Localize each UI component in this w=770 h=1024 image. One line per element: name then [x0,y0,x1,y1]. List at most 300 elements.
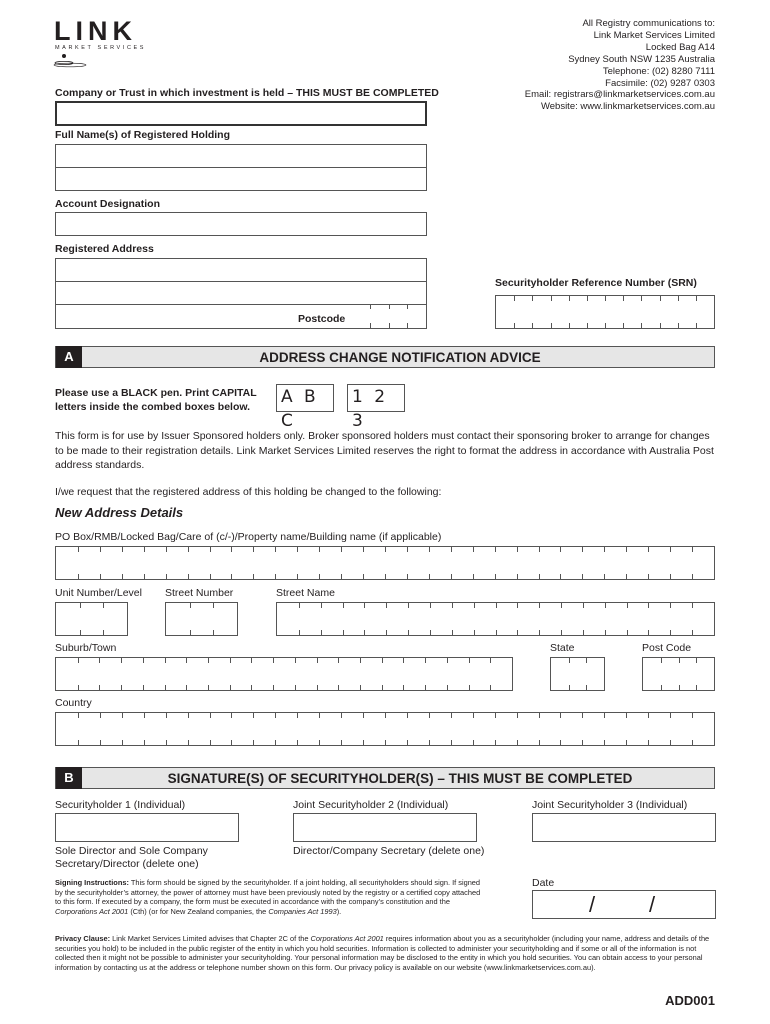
comb-tick [496,603,497,608]
comb-tick [605,296,606,301]
comb-tick [517,547,518,552]
account-designation-label: Account Designation [55,198,161,210]
comb-tick [587,296,588,301]
full-name-field-2[interactable] [55,167,427,191]
comb-tick [122,740,123,745]
comb-tick [341,547,342,552]
comb-tick [273,685,274,690]
comb-tick [78,547,79,552]
comb-tick [99,658,100,663]
date-field[interactable] [532,890,716,919]
srn-comb-field[interactable] [495,295,715,329]
comb-tick [429,547,430,552]
comb-tick [692,630,693,635]
comb-tick [679,685,680,690]
street-name-label: Street Name [276,587,335,599]
comb-tick [251,658,252,663]
comb-tick [407,547,408,552]
comb-tick [230,658,231,663]
comb-tick [604,740,605,745]
registered-address-field-1[interactable] [55,258,427,282]
comb-tick [474,630,475,635]
comb-tick [474,603,475,608]
comb-tick [451,574,452,579]
comb-tick [490,685,491,690]
comb-tick [186,658,187,663]
comb-tick [661,658,662,663]
comb-tick [692,547,693,552]
section-b-header [55,767,715,789]
section-a-title: ADDRESS CHANGE NOTIFICATION ADVICE [259,350,541,365]
comb-tick [275,740,276,745]
holder-1-label: Securityholder 1 (Individual) [55,799,186,811]
comb-tick [188,740,189,745]
comb-tick [473,740,474,745]
comb-tick [641,323,642,328]
comb-tick [582,574,583,579]
comb-tick [670,630,671,635]
signing-instructions: Signing Instructions: This form should be signed by the securityholder. If a joint holding, all securityholders should sign. If signed by the securityholder’s attorney, the power of attorney must have been previously noted by the registry or a certified copy attached to this form. If executed by a company, the form must be executed in accordance with the company’s constitution and the Corporations Act 2001 (Cth) (or for New Zealand companies, the Companies Act 1993). [55,878,481,916]
comb-tick [321,630,322,635]
date-label: Date [532,877,555,889]
comb-tick [604,574,605,579]
comb-tick [569,658,570,663]
suburb-label: Suburb/Town [55,642,117,654]
section-b-title: SIGNATURE(S) OF SECURITYHOLDER(S) – THIS MUST BE COMPLETED [167,771,633,786]
comb-tick [517,713,518,718]
comb-tick [297,574,298,579]
comb-tick [121,685,122,690]
contact-line: Locked Bag A14 [645,41,715,53]
state-label: State [550,642,575,654]
role-1-line-1: Sole Director and Sole Company [55,845,208,857]
sample-letters-box: A B C [276,384,334,412]
comb-tick [386,603,387,608]
comb-tick [605,603,606,608]
comb-tick [495,574,496,579]
comb-tick [360,685,361,690]
date-slash-2: / [649,892,656,917]
comb-tick [587,323,588,328]
account-designation-field[interactable] [55,212,427,236]
comb-tick [317,685,318,690]
postcode-label: Postcode [298,313,346,325]
post-code-comb-field[interactable] [642,657,715,691]
comb-tick [103,603,104,608]
comb-tick [661,685,662,690]
comb-tick [208,658,209,663]
comb-tick [623,296,624,301]
comb-tick [469,685,470,690]
comb-tick [539,713,540,718]
comb-tick [429,740,430,745]
comb-tick [385,740,386,745]
comb-tick [385,547,386,552]
comb-tick [539,630,540,635]
section-a-header [55,346,715,368]
comb-tick [561,630,562,635]
section-a-letter: A [56,346,82,368]
comb-tick [363,740,364,745]
holder-2-label: Joint Securityholder 2 (Individual) [293,799,449,811]
comb-tick [583,603,584,608]
comb-tick [696,323,697,328]
comb-tick [641,296,642,301]
comb-tick [78,740,79,745]
comb-tick [100,547,101,552]
comb-tick [122,713,123,718]
comb-tick [539,547,540,552]
comb-tick [560,740,561,745]
comb-tick [188,547,189,552]
comb-tick [429,574,430,579]
comb-tick [605,630,606,635]
comb-tick [319,547,320,552]
comb-tick [273,658,274,663]
suburb-comb-field[interactable] [55,657,513,691]
comb-tick [425,685,426,690]
comb-tick [648,603,649,608]
comb-tick [623,323,624,328]
comb-tick [360,658,361,663]
comb-tick [80,630,81,635]
contact-line: Link Market Services Limited [593,29,715,41]
comb-tick [447,685,448,690]
comb-tick [297,547,298,552]
comb-tick [389,304,390,309]
comb-tick [586,685,587,690]
comb-tick [186,685,187,690]
comb-tick [143,658,144,663]
comb-tick [670,603,671,608]
comb-tick [469,658,470,663]
new-address-heading: New Address Details [55,505,184,520]
comb-tick [188,713,189,718]
comb-tick [338,658,339,663]
comb-tick [670,713,671,718]
comb-tick [660,296,661,301]
comb-tick [319,574,320,579]
comb-tick [569,296,570,301]
form-code: ADD001 [665,993,715,1008]
comb-tick [341,740,342,745]
contact-line: Sydney South NSW 1235 Australia [568,53,715,65]
comb-tick [408,603,409,608]
comb-tick [560,547,561,552]
comb-tick [696,658,697,663]
comb-tick [144,740,145,745]
comb-tick [210,574,211,579]
comb-tick [210,713,211,718]
comb-tick [80,603,81,608]
comb-tick [551,296,552,301]
postcode-comb-field[interactable] [351,304,427,329]
comb-tick [539,574,540,579]
comb-tick [586,658,587,663]
comb-tick [166,740,167,745]
comb-tick [561,603,562,608]
privacy-clause: Privacy Clause: Link Market Services Limited advises that Chapter 2C of the Corporations Act 2001 requires information about you as a securityholder (including your name, address and details of the securities you hold) to be included in the public register of the entity in which you hold securities. Information is collected to administer your securityholding and if some or all of the information is not collected then it might not be possible to administer your securityholding. Your personal information may be disclosed to the entity in which you hold securities. You can obtain access to your personal information by contacting us at the address or telephone number shown on this form. Our privacy policy is available on our website (www.linkmarketservices.com.au). [55,934,710,972]
request-statement: I/we request that the registered address of this holding be changed to the following: [55,486,442,498]
comb-tick [78,658,79,663]
holder-3-label: Joint Securityholder 3 (Individual) [532,799,688,811]
comb-tick [539,740,540,745]
logo-wordmark: LINK [54,16,137,46]
comb-tick [78,685,79,690]
comb-tick [166,547,167,552]
comb-tick [569,323,570,328]
signing-instructions-heading: Signing Instructions: [55,878,129,887]
comb-tick [560,574,561,579]
comb-tick [122,547,123,552]
comb-tick [319,740,320,745]
comb-tick [490,658,491,663]
comb-tick [451,713,452,718]
comb-tick [696,296,697,301]
comb-tick [188,574,189,579]
comb-tick [166,574,167,579]
comb-tick [517,740,518,745]
unit-number-comb-field[interactable] [55,602,128,636]
registered-address-label: Registered Address [55,243,154,255]
comb-tick [648,547,649,552]
comb-tick [692,574,693,579]
comb-tick [670,740,671,745]
comb-tick [473,713,474,718]
street-number-comb-field[interactable] [165,602,238,636]
company-field[interactable] [55,101,427,126]
section-b-letter: B [56,767,82,789]
comb-tick [514,323,515,328]
comb-tick [582,713,583,718]
comb-tick [190,603,191,608]
comb-tick [670,547,671,552]
logo-ripple-icon [52,52,102,68]
comb-tick [78,713,79,718]
comb-tick [407,323,408,328]
privacy-heading: Privacy Clause: [55,934,111,943]
full-name-label: Full Name(s) of Registered Holding [55,129,231,141]
comb-tick [692,603,693,608]
holder-1-signature-field[interactable] [55,813,239,842]
date-slash-1: / [589,892,596,917]
comb-tick [208,685,209,690]
comb-tick [582,547,583,552]
comb-tick [343,630,344,635]
comb-tick [321,603,322,608]
comb-tick [648,740,649,745]
comb-tick [532,323,533,328]
company-label: Company or Trust in which investment is held – THIS MUST BE COMPLETED [55,87,439,99]
comb-tick [626,713,627,718]
contact-line: Telephone: (02) 8280 7111 [602,65,715,77]
comb-tick [473,574,474,579]
registry-contact-block [525,18,715,113]
comb-tick [604,713,605,718]
po-box-comb-field[interactable] [55,546,715,580]
comb-tick [447,658,448,663]
comb-tick [100,740,101,745]
comb-tick [514,296,515,301]
comb-tick [692,740,693,745]
comb-tick [389,323,390,328]
comb-tick [495,740,496,745]
comb-tick [385,574,386,579]
comb-tick [297,740,298,745]
comb-tick [539,603,540,608]
comb-tick [231,574,232,579]
comb-tick [317,658,318,663]
comb-tick [103,630,104,635]
comb-tick [648,574,649,579]
comb-tick [210,547,211,552]
comb-tick [122,574,123,579]
comb-tick [275,547,276,552]
comb-tick [626,740,627,745]
comb-tick [648,630,649,635]
comb-tick [319,713,320,718]
comb-tick [385,713,386,718]
comb-tick [430,603,431,608]
comb-tick [627,603,628,608]
comb-tick [231,547,232,552]
comb-tick [363,713,364,718]
comb-tick [363,574,364,579]
comb-tick [253,713,254,718]
comb-tick [517,630,518,635]
comb-tick [341,713,342,718]
street-name-comb-field[interactable] [276,602,715,636]
full-name-field-1[interactable] [55,144,427,168]
comb-tick [144,574,145,579]
role-2-label: Director/Company Secretary (delete one) [293,845,485,857]
srn-label: Securityholder Reference Number (SRN) [495,277,697,289]
comb-tick [407,740,408,745]
comb-tick [407,304,408,309]
unit-number-label: Unit Number/Level [55,587,142,599]
country-comb-field[interactable] [55,712,715,746]
comb-tick [430,630,431,635]
comb-tick [452,603,453,608]
comb-tick [403,685,404,690]
contact-email: Email: registrars@linkmarketservices.com.au [524,89,715,101]
comb-tick [696,685,697,690]
holder-2-signature-field[interactable] [293,813,477,842]
comb-tick [213,603,214,608]
comb-tick [604,547,605,552]
comb-tick [341,574,342,579]
comb-tick [517,574,518,579]
pen-note-line-1: Please use a BLACK pen. Print CAPITAL [55,387,257,399]
contact-website: Website: www.linkmarketservices.com.au [540,101,715,113]
state-comb-field[interactable] [550,657,605,691]
comb-tick [532,296,533,301]
po-box-label: PO Box/RMB/Locked Bag/Care of (c/-)/Property name/Building name (if applicable) [55,531,442,543]
comb-tick [627,630,628,635]
comb-tick [605,323,606,328]
comb-tick [451,547,452,552]
comb-tick [364,603,365,608]
comb-tick [143,685,144,690]
comb-tick [569,685,570,690]
comb-tick [382,685,383,690]
comb-tick [429,713,430,718]
comb-tick [231,713,232,718]
comb-tick [230,685,231,690]
comb-tick [495,713,496,718]
comb-tick [495,547,496,552]
country-label: Country [55,697,92,709]
comb-tick [382,658,383,663]
comb-tick [648,713,649,718]
comb-tick [678,323,679,328]
comb-tick [295,658,296,663]
comb-tick [407,713,408,718]
comb-tick [451,740,452,745]
comb-tick [275,713,276,718]
comb-tick [190,630,191,635]
comb-tick [144,713,145,718]
comb-tick [78,574,79,579]
comb-tick [295,685,296,690]
holder-3-signature-field[interactable] [532,813,716,842]
comb-tick [166,713,167,718]
post-code-label: Post Code [642,642,692,654]
comb-tick [473,547,474,552]
comb-tick [626,574,627,579]
comb-tick [213,630,214,635]
comb-tick [165,658,166,663]
comb-tick [517,603,518,608]
comb-tick [231,740,232,745]
registered-address-field-2[interactable] [55,281,427,305]
contact-line: All Registry communications to: [582,18,715,29]
comb-tick [370,323,371,328]
comb-tick [692,713,693,718]
comb-tick [386,630,387,635]
comb-tick [582,740,583,745]
comb-tick [626,547,627,552]
comb-tick [343,603,344,608]
comb-tick [299,603,300,608]
role-1-line-2: Secretary/Director (delete one) [55,858,199,870]
comb-tick [253,740,254,745]
contact-line: Facsimile: (02) 9287 0303 [605,77,715,89]
comb-tick [407,574,408,579]
comb-tick [670,574,671,579]
comb-tick [165,685,166,690]
comb-tick [299,630,300,635]
comb-tick [408,630,409,635]
comb-tick [210,740,211,745]
comb-tick [99,685,100,690]
comb-tick [551,323,552,328]
street-number-label: Street Number [165,587,234,599]
sample-numbers-box: 1 2 3 [347,384,405,412]
comb-tick [452,630,453,635]
logo-subtitle: MARKET SERVICES [55,45,147,51]
comb-tick [363,547,364,552]
comb-tick [121,658,122,663]
comb-tick [100,713,101,718]
comb-tick [253,547,254,552]
intro-paragraph: This form is for use by Issuer Sponsored holders only. Broker sponsored holders must contact their sponsoring broker to arrange for changes to be made to their registration details. Link Market Services Limited reserves the right to format the address in accordance with Australia Post address standards. [55,430,714,471]
comb-tick [364,630,365,635]
comb-tick [275,574,276,579]
comb-tick [338,685,339,690]
comb-tick [583,630,584,635]
comb-tick [660,323,661,328]
